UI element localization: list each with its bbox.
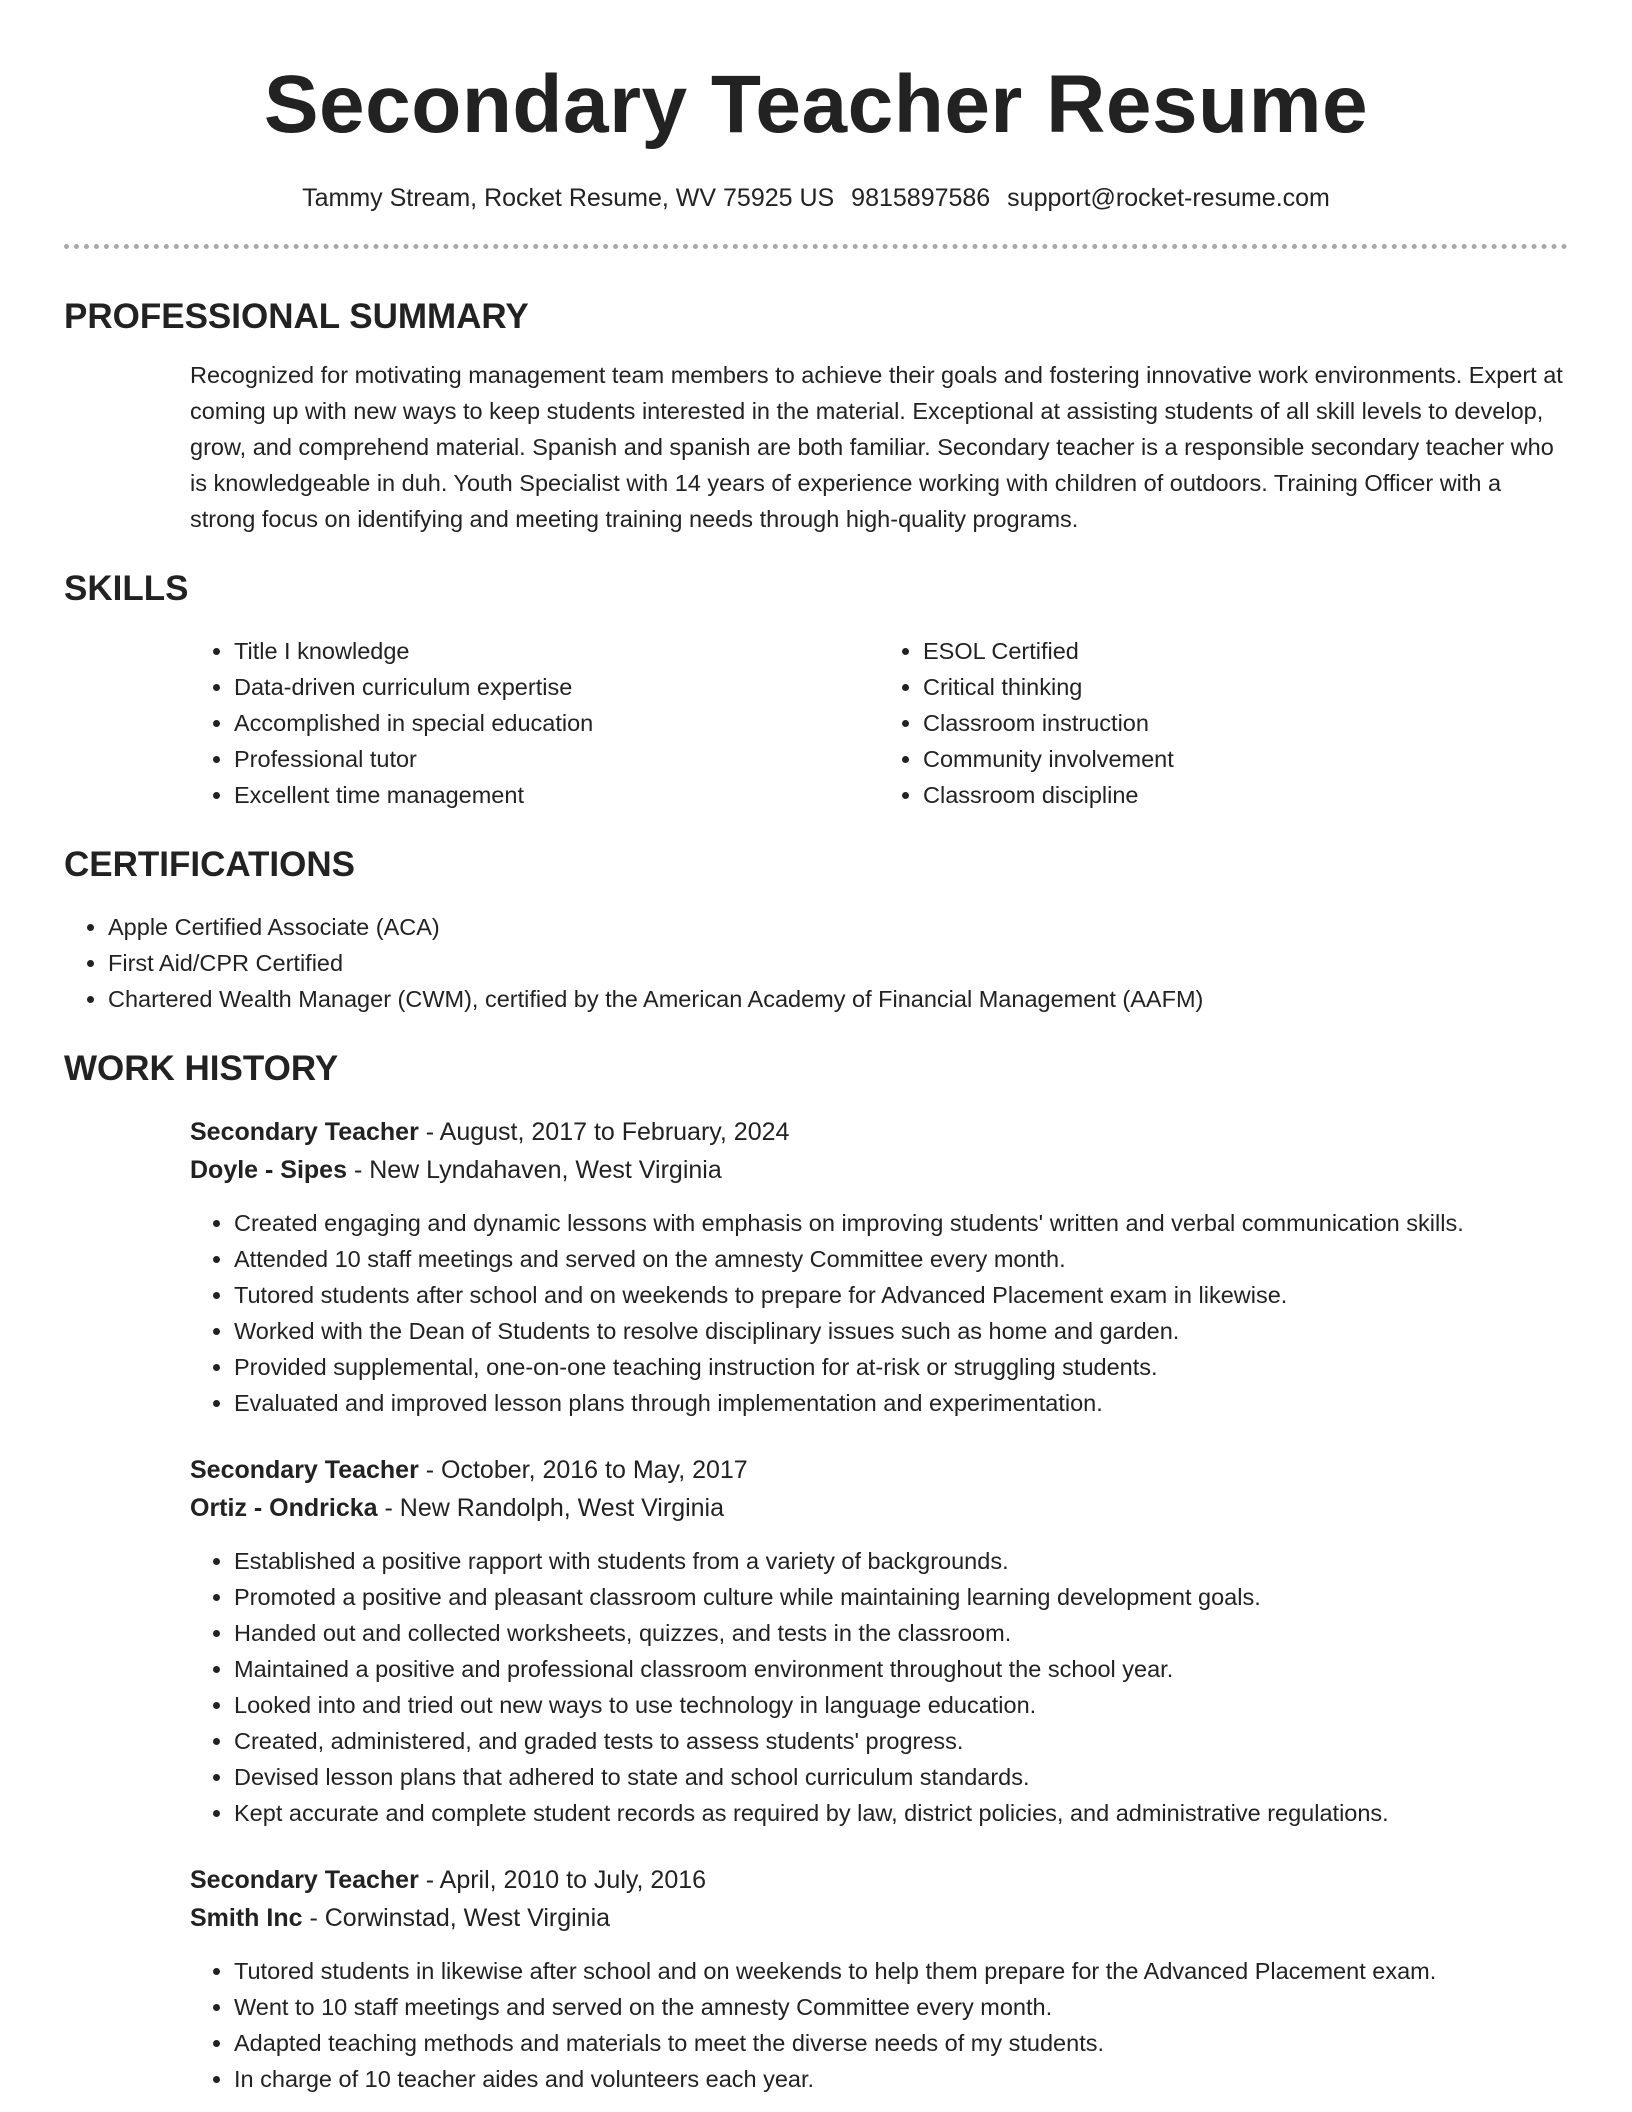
skill-item: • Community involvement (923, 741, 1568, 777)
job-bullet: • Adapted teaching methods and materials to meet the diverse needs of my students. (234, 2025, 1568, 2061)
job-dates: April, 2010 to July, 2016 (439, 1866, 707, 1894)
job-bullet: • Went to 10 staff meetings and served on the amnesty Committee every month. (234, 1989, 1568, 2025)
skill-item: • Data-driven curriculum expertise (234, 669, 879, 705)
skill-item: • Classroom instruction (923, 705, 1568, 741)
separator: - (418, 1456, 442, 1484)
job-location: New Lyndahaven, West Virginia (369, 1156, 722, 1184)
resume-page (64, 0, 1568, 2097)
skill-item: • Professional tutor (234, 741, 879, 777)
job-location: Corwinstad, West Virginia (324, 1904, 611, 1932)
job-bullet: • Attended 10 staff meetings and served on the amnesty Committee every month. (234, 1241, 1568, 1277)
job-company: Doyle - Sipes (190, 1156, 347, 1184)
contact-phone: 9815897586 (851, 184, 991, 212)
separator: - (302, 1904, 325, 1932)
work-history-section (64, 1047, 1568, 2097)
certification-item: • Apple Certified Associate (ACA) (108, 909, 1568, 945)
summary-section (64, 295, 1568, 537)
job-title-line (190, 1451, 1568, 1489)
skill-item: • Classroom discipline (923, 777, 1568, 813)
job-company-line (190, 1489, 1568, 1527)
job-title-line (190, 1861, 1568, 1899)
job-bullet: • Established a positive rapport with students from a variety of backgrounds. (234, 1543, 1568, 1579)
job-bullet: • Kept accurate and complete student records as required by law, district policies, and administrative regulations. (234, 1795, 1568, 1831)
job-bullet: • Created, administered, and graded tests to assess students' progress. (234, 1723, 1568, 1759)
job-bullet: • Handed out and collected worksheets, quizzes, and tests in the classroom. (234, 1615, 1568, 1651)
contact-info (64, 182, 1568, 214)
job-company: Smith Inc (190, 1904, 303, 1932)
skill-item: • Excellent time management (234, 777, 879, 813)
contact-address: Tammy Stream, Rocket Resume, WV 75925 US (302, 184, 835, 212)
skill-item: • ESOL Certified (923, 633, 1568, 669)
summary-heading: PROFESSIONAL SUMMARY (64, 297, 529, 336)
skills-list-left (190, 633, 879, 813)
job-bullet: • Provided supplemental, one-on-one teaching instruction for at-risk or struggling students. (234, 1349, 1568, 1385)
job-entry (190, 1113, 1568, 1421)
job-bullet: • Promoted a positive and pleasant classroom culture while maintaining learning development goals. (234, 1579, 1568, 1615)
job-company-line (190, 1151, 1568, 1189)
skill-item: • Accomplished in special education (234, 705, 879, 741)
summary-text: Recognized for motivating management team members to achieve their goals and fostering innovative work environments. Expert at coming up with new ways to keep students interested in the material. Exceptional at assisting students of all skill levels to develop, grow, and comprehend material. Spanish and spanish are both familiar. Secondary teacher is a responsible secondary teacher who is knowledgeable in duh. Youth Specialist with 14 years of experience working with children of outdoors. Training Officer with a strong focus on identifying and meeting training needs through high-quality programs. (190, 362, 1563, 532)
job-bullet: • In charge of 10 teacher aides and volunteers each year. (234, 2061, 1568, 2097)
certifications-section (64, 843, 1568, 1017)
header-divider (64, 244, 1568, 249)
job-bullets (190, 1205, 1568, 1421)
certifications-list (64, 909, 1568, 1017)
separator: - (347, 1156, 370, 1184)
job-entry (190, 1451, 1568, 1831)
certification-item: • First Aid/CPR Certified (108, 945, 1568, 981)
job-bullet: • Worked with the Dean of Students to resolve disciplinary issues such as home and garden. (234, 1313, 1568, 1349)
job-company: Ortiz - Ondricka (190, 1494, 378, 1522)
job-title-line (190, 1113, 1568, 1151)
job-location: New Randolph, West Virginia (399, 1494, 725, 1522)
skill-item: • Critical thinking (923, 669, 1568, 705)
job-entry (190, 1861, 1568, 2097)
contact-email: support@rocket-resume.com (1007, 184, 1330, 212)
skills-heading: SKILLS (64, 569, 189, 608)
job-bullets (190, 1543, 1568, 1831)
separator: - (377, 1494, 400, 1522)
job-bullet: • Maintained a positive and professional classroom environment throughout the school year. (234, 1651, 1568, 1687)
job-bullet: • Created engaging and dynamic lessons with emphasis on improving students' written and verbal communication skills. (234, 1205, 1568, 1241)
job-title: Secondary Teacher (190, 1456, 419, 1484)
skills-section (64, 567, 1568, 813)
job-bullets (190, 1953, 1568, 2097)
job-bullet: • Devised lesson plans that adhered to state and school curriculum standards. (234, 1759, 1568, 1795)
job-bullet: • Looked into and tried out new ways to use technology in language education. (234, 1687, 1568, 1723)
job-company-line (190, 1899, 1568, 1937)
job-dates: August, 2017 to February, 2024 (439, 1118, 790, 1146)
job-title: Secondary Teacher (190, 1866, 419, 1894)
certification-item: • Chartered Wealth Manager (CWM), certified by the American Academy of Financial Management (AAFM) (108, 981, 1568, 1017)
work-history-heading: WORK HISTORY (64, 1049, 339, 1088)
job-dates: October, 2016 to May, 2017 (441, 1456, 748, 1484)
separator: - (418, 1118, 440, 1146)
job-bullet: • Tutored students in likewise after school and on weekends to help them prepare for the Advanced Placement exam. (234, 1953, 1568, 1989)
certifications-heading: CERTIFICATIONS (64, 845, 356, 884)
skill-item: • Title I knowledge (234, 633, 879, 669)
resume-title: Secondary Teacher Resume (263, 59, 1369, 150)
job-bullet: • Evaluated and improved lesson plans through implementation and experimentation. (234, 1385, 1568, 1421)
job-title: Secondary Teacher (190, 1118, 419, 1146)
skills-grid (190, 633, 1568, 813)
separator: - (418, 1866, 440, 1894)
job-bullet: • Tutored students after school and on weekends to prepare for Advanced Placement exam in likewise. (234, 1277, 1568, 1313)
skills-list-right (879, 633, 1568, 813)
